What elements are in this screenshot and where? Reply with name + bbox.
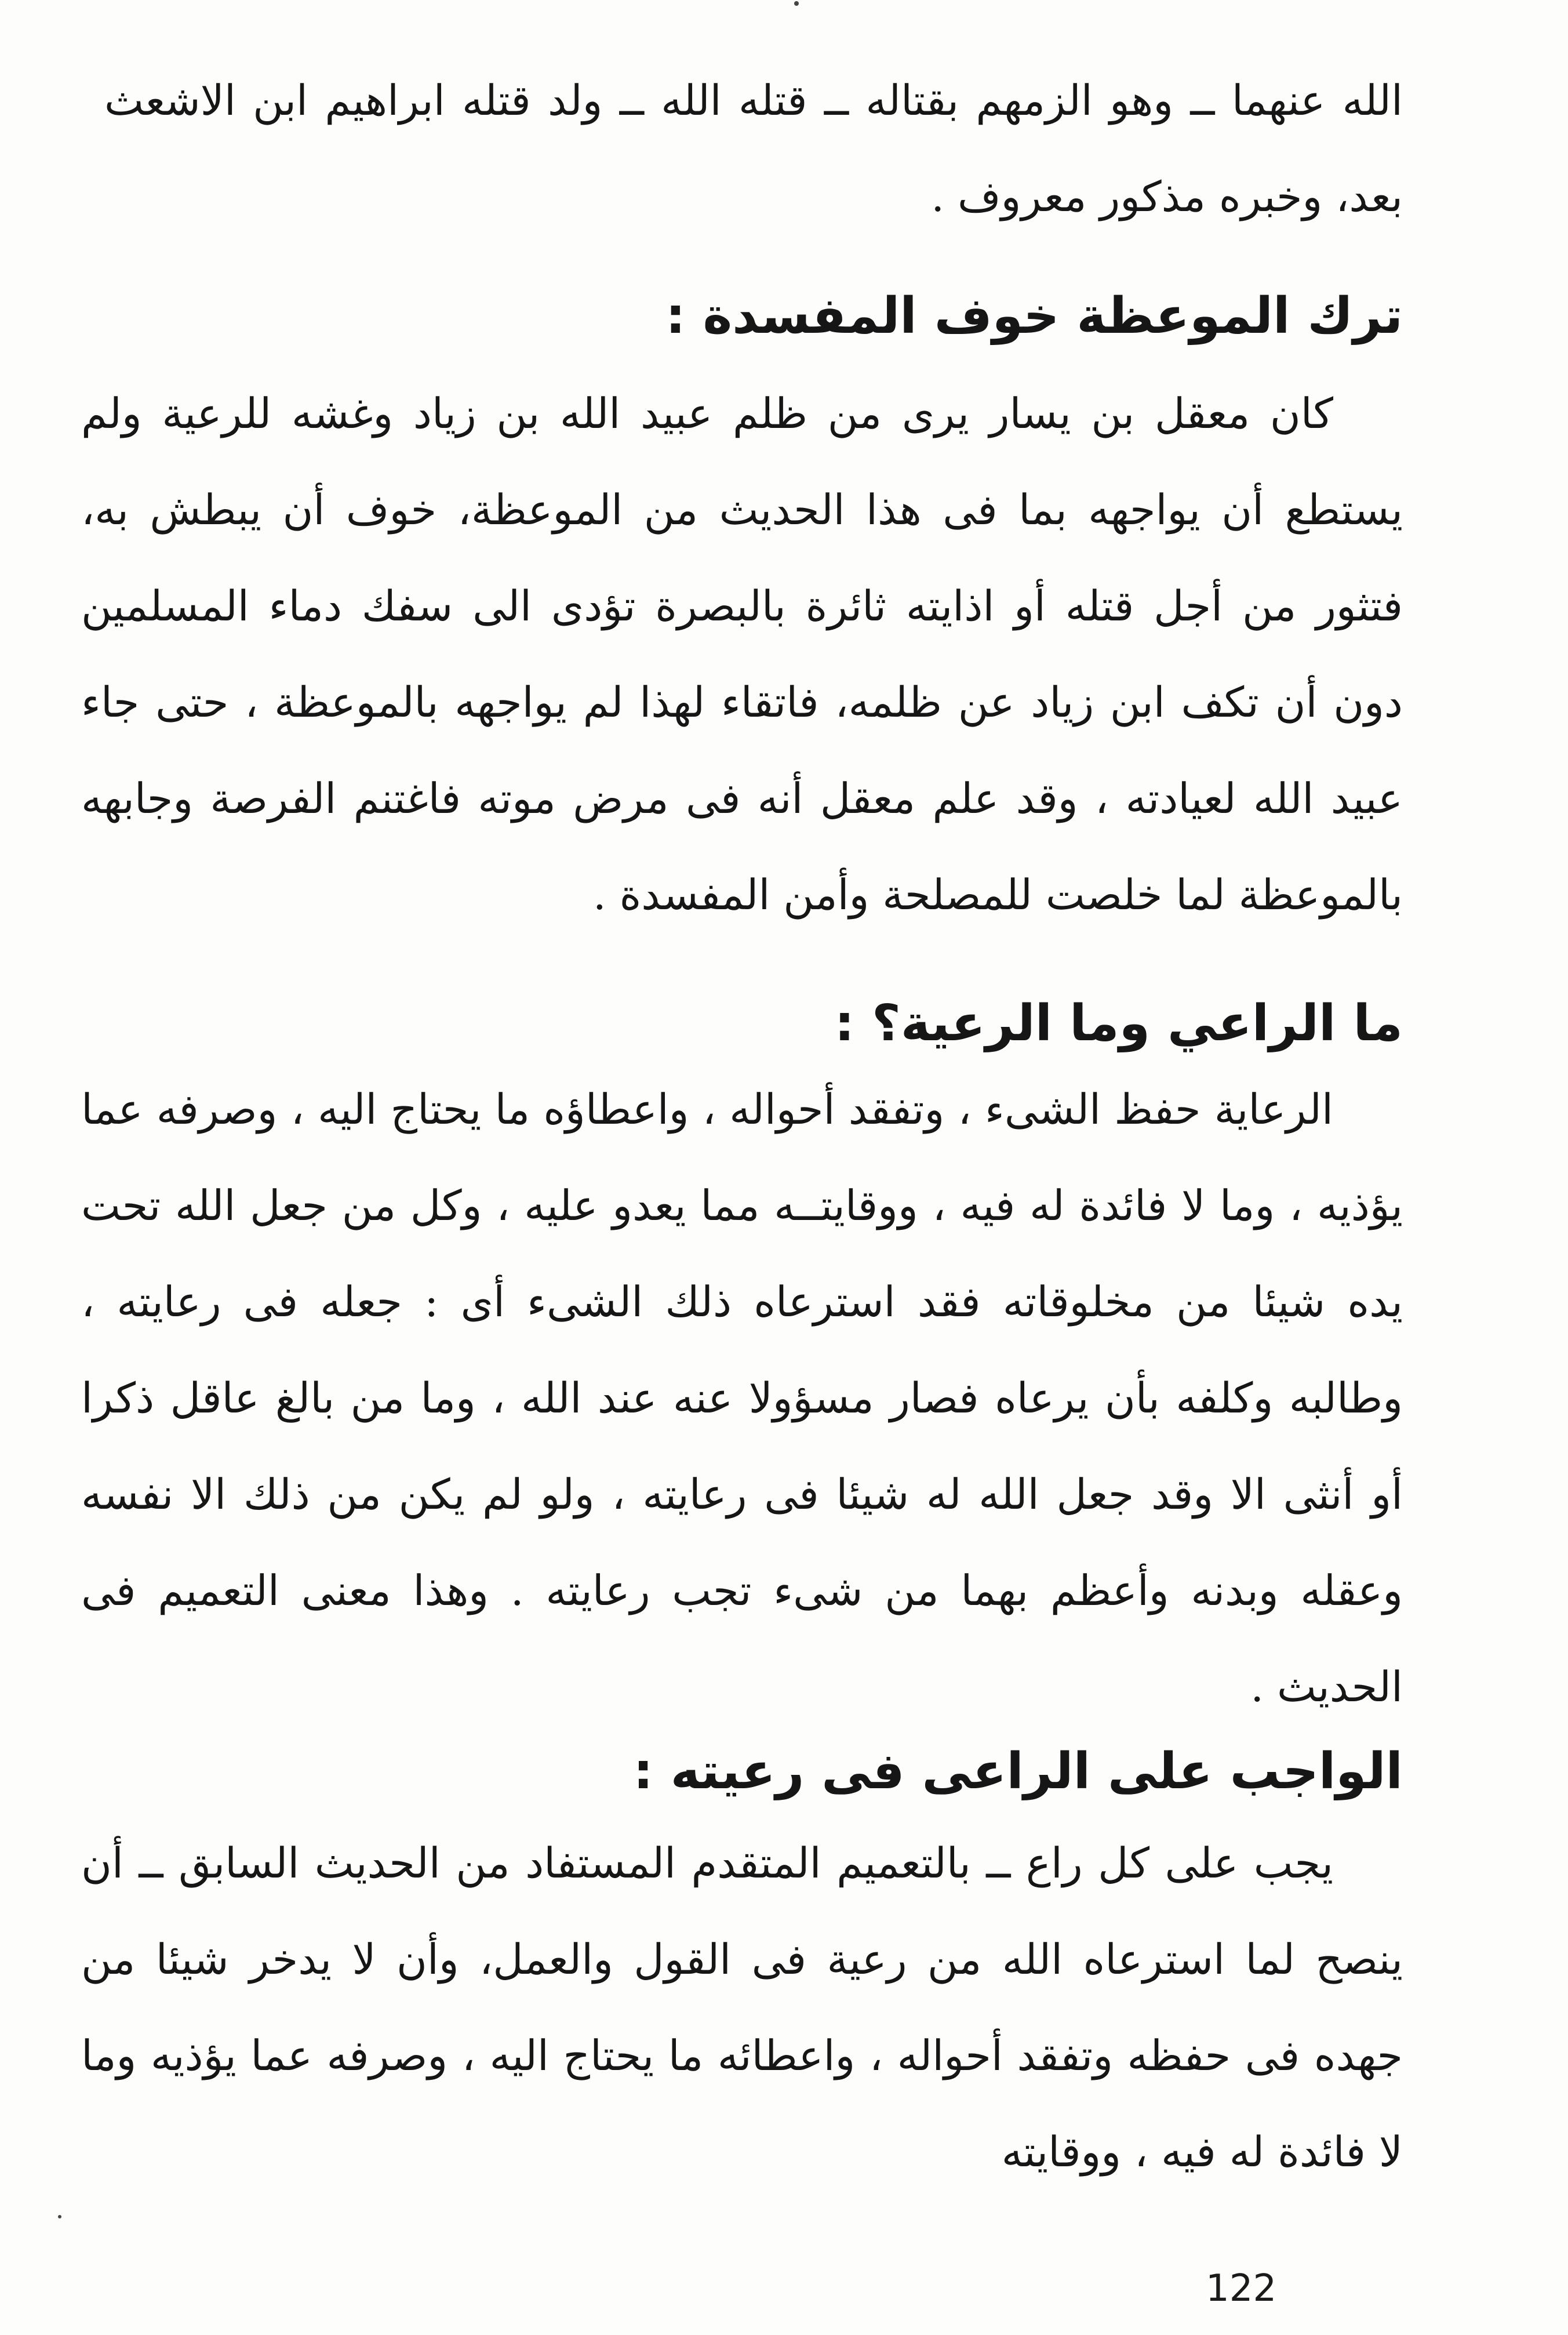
scan-speck bbox=[794, 1, 799, 6]
section-paragraph-2: الرعاية حفظ الشىء ، وتفقد أحواله ، واعطاؤه ما يحتاج اليه ، وصرفه عما يؤذيه ، وما لا فائدة له فيه ، ووقايتــه مما يعدو عليه ، وكل من جعل الله تحت يده شيئا من مخلوقاته فقد استرعاه ذلك الشىء أى : جعله فى رعايته ، وطالبه وكلفه بأن يرعاه فصار مسؤولا عنه عند الله ، وما من بالغ عاقل ذكرا أو أنثى الا وقد جعل الله له شيئا فى رعايته ، ولو لم يكن من ذلك الا نفسه وعقله وبدنه وأعظم بهما من شىء تجب رعايته . وهذا معنى التعميم فى الحديث . bbox=[81, 1085, 1403, 1711]
opening-paragraph: الله عنهما ــ وهو الزمهم بقتاله ــ قتله الله ــ ولد قتله ابراهيم ابن الاشعث بعد، وخبره مذكور معروف . bbox=[104, 76, 1403, 221]
book-page bbox=[81, 41, 1403, 2290]
section-heading-3: الواجب على الراعى فى رعيته : bbox=[633, 1742, 1403, 1800]
section-paragraph-3: يجب على كل راع ــ بالتعميم المتقدم المستفاد من الحديث السابق ــ أن ينصح لما استرعاه الله من رعية فى القول والعمل، وأن لا يدخر شيئا من جهده فى حفظه وتفقد أحواله ، واعطائه ما يحتاج اليه ، وصرفه عما يؤذيه وما لا فائدة له فيه ، ووقايته bbox=[81, 1839, 1403, 2176]
section-heading-2: ما الراعي وما الرعية؟ : bbox=[834, 994, 1403, 1052]
page-number: 122 bbox=[1206, 2267, 1277, 2310]
section-heading-1: ترك الموعظة خوف المفسدة : bbox=[665, 287, 1403, 345]
scan-speck bbox=[58, 2215, 61, 2218]
section-paragraph-1: كان معقل بن يسار يرى من ظلم عبيد الله بن زياد وغشه للرعية ولم يستطع أن يواجهه بما فى هذا الحديث من الموعظة، خوف أن يبطش به، فتثور من أجل قتله أو اذايته ثائرة بالبصرة تؤدى الى سفك دماء المسلمين دون أن تكف ابن زياد عن ظلمه، فاتقاء لهذا لم يواجهه بالموعظة ، حتى جاء عبيد الله لعيادته ، وقد علم معقل أنه فى مرض موته فاغتنم الفرصة وجابهه بالموعظة لما خلصت للمصلحة وأمن المفسدة . bbox=[81, 389, 1403, 919]
